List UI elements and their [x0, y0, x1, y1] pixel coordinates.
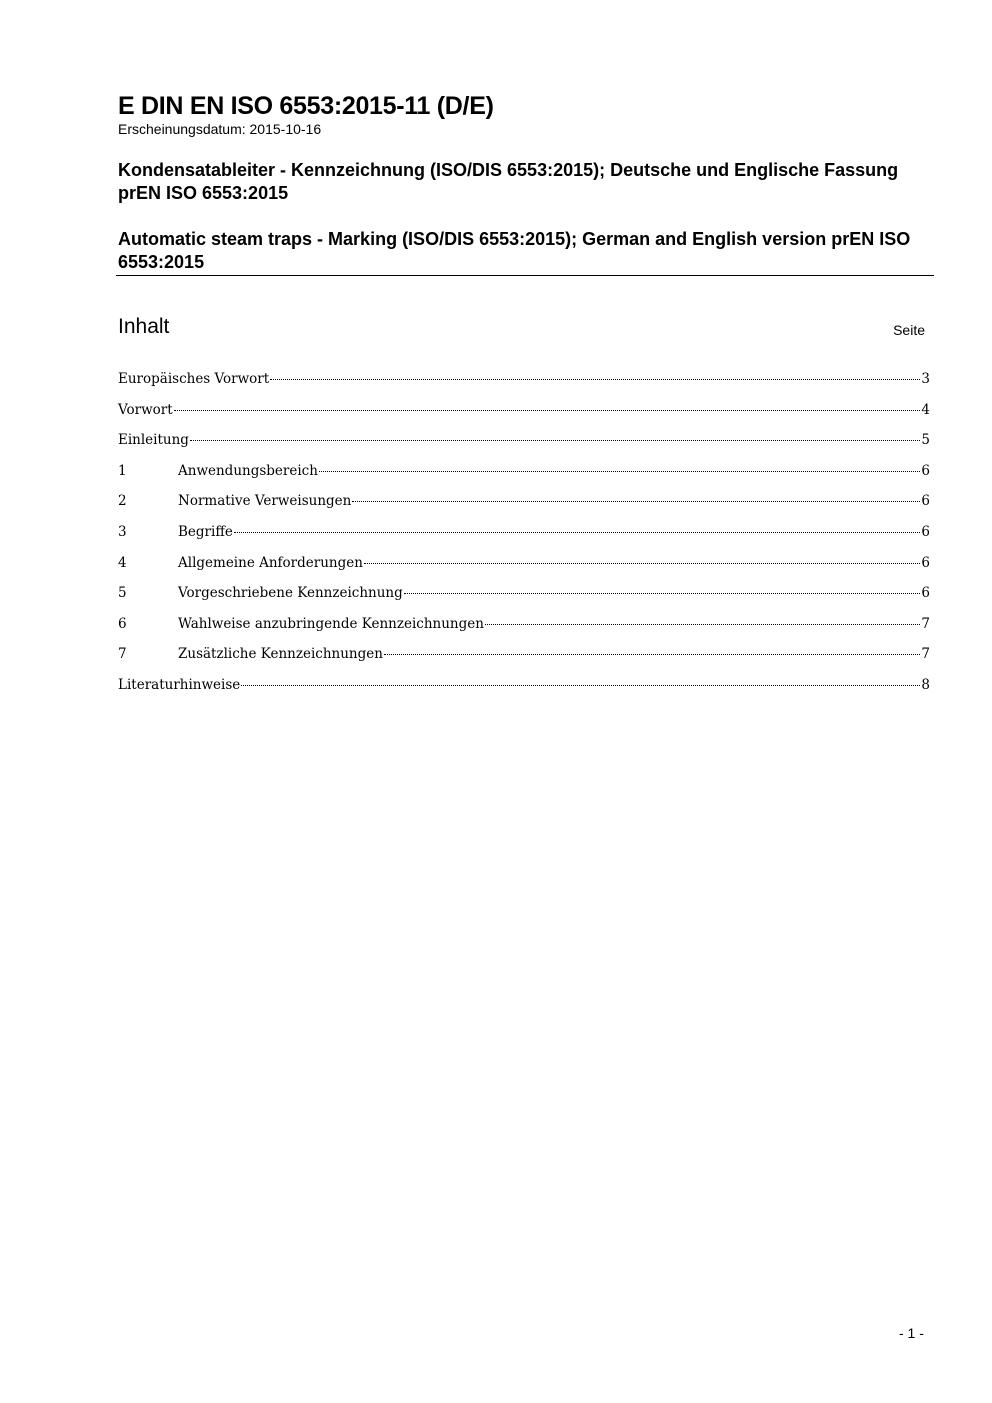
toc-entry-text: Vorwort: [118, 401, 173, 418]
toc-entry-page: 3: [921, 371, 930, 387]
toc-entry-vorwort[interactable]: [118, 402, 930, 433]
toc-leader: [404, 593, 921, 594]
toc-entry-page: 6: [921, 462, 930, 479]
toc-entry-page: 4: [921, 401, 930, 418]
toc-entry-number: 6: [118, 615, 127, 632]
toc-entry-vorgeschriebene-kennzeichnung[interactable]: [118, 585, 930, 616]
page-number: - 1 -: [899, 1325, 924, 1341]
toc-entry-text: Wahlweise anzubringende Kennzeichnungen: [178, 615, 484, 632]
toc-entry-text: Literaturhinweise: [118, 676, 241, 693]
toc-entry-wahlweise-kennzeichnungen[interactable]: [118, 616, 930, 647]
toc-entry-text: Normative Verweisungen: [178, 493, 352, 510]
toc-leader: [364, 563, 920, 564]
toc-entry-text: Einleitung: [118, 432, 189, 449]
toc-entry-number: 2: [118, 493, 127, 510]
toc-entry-number: 5: [118, 585, 127, 602]
toc-entry-page: 8: [921, 676, 930, 693]
toc-entry-text: Europäisches Vorwort: [118, 371, 270, 387]
toc-entry-europaeisches-vorwort[interactable]: [118, 371, 930, 402]
toc-entry-page: 6: [921, 523, 930, 540]
toc-leader: [319, 471, 920, 472]
toc-leader: [352, 501, 920, 502]
toc-entry-text: Vorgeschriebene Kennzeichnung: [178, 585, 403, 602]
toc-entry-text: Anwendungsbereich: [178, 462, 318, 479]
toc-leader: [234, 532, 921, 533]
toc-entry-text: Begriffe: [178, 523, 233, 540]
header-rule: [116, 275, 934, 276]
toc-entry-page: 7: [921, 615, 930, 632]
toc-page-label: Seite: [893, 322, 925, 338]
toc-leader: [485, 624, 920, 625]
toc-entry-page: 6: [921, 585, 930, 602]
title-german: Kondensatableiter - Kennzeichnung (ISO/DIS 6553:2015); Deutsche und Englische Fassung prEN ISO 6553:2015: [118, 160, 899, 203]
toc-entry-allgemeine-anforderungen[interactable]: [118, 555, 930, 586]
toc-leader: [270, 379, 920, 380]
toc-entry-normative-verweisungen[interactable]: [118, 493, 930, 524]
title-english: Automatic steam traps - Marking (ISO/DIS 6553:2015); German and English version prEN ISO 6553:2015: [118, 229, 911, 272]
toc-entry-anwendungsbereich[interactable]: [118, 463, 930, 494]
toc-entry-text: Zusätzliche Kennzeichnungen: [178, 646, 383, 663]
toc-entry-page: 7: [921, 646, 930, 663]
toc-entry-page: 5: [921, 432, 930, 449]
toc-entry-zusaetzliche-kennzeichnungen[interactable]: [118, 646, 930, 677]
toc-entry-begriffe[interactable]: [118, 524, 930, 555]
publication-date: Erscheinungsdatum: 2015-10-16: [118, 121, 322, 137]
toc-leader: [190, 440, 920, 441]
table-of-contents: [118, 371, 930, 708]
toc-leader: [384, 654, 920, 655]
toc-leader: [174, 410, 921, 411]
toc-entry-text: Allgemeine Anforderungen: [178, 554, 363, 571]
toc-leader: [241, 685, 920, 686]
toc-entry-number: 1: [118, 462, 127, 479]
toc-entry-literaturhinweise[interactable]: [118, 677, 930, 708]
toc-heading: Inhalt: [118, 315, 170, 338]
toc-entry-einleitung[interactable]: [118, 432, 930, 463]
document-title: E DIN EN ISO 6553:2015-11 (D/E): [118, 92, 494, 120]
toc-entry-number: 4: [118, 554, 127, 571]
toc-entry-number: 7: [118, 646, 127, 663]
toc-entry-page: 6: [921, 554, 930, 571]
toc-entry-number: 3: [118, 523, 127, 540]
toc-entry-page: 6: [921, 493, 930, 510]
